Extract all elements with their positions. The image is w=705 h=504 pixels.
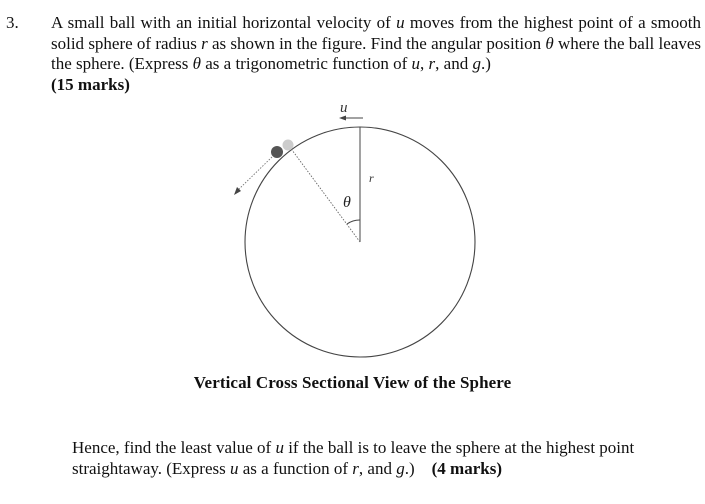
- followup-text: [72, 437, 704, 479]
- question-text-part: .): [480, 54, 491, 73]
- departure-arrow-head: [234, 187, 241, 195]
- radius-label: r: [369, 171, 374, 185]
- figure-caption: Vertical Cross Sectional View of the Sphere: [193, 373, 512, 392]
- ball: [271, 146, 283, 158]
- question-text-part: moves from the highest point of a smooth solid sphere of radius: [51, 13, 701, 53]
- followup-text-part: .): [404, 459, 415, 478]
- question-number: 3.: [6, 13, 19, 32]
- symbol-theta: θ: [192, 54, 201, 73]
- symbol-r: r: [352, 459, 359, 478]
- velocity-label: u: [340, 100, 348, 116]
- symbol-r: r: [428, 54, 436, 73]
- departure-path: [238, 157, 272, 190]
- question-text-part: , and: [435, 54, 473, 73]
- question-text-part: where the ball leaves the sphere. (Express: [51, 33, 702, 73]
- symbol-u: u: [411, 54, 421, 73]
- question-text: [51, 13, 701, 95]
- question-text-part: as a trigonometric function of: [200, 54, 412, 73]
- sphere-diagram: [225, 100, 485, 372]
- symbol-g: g: [396, 459, 405, 478]
- followup-text-part: Hence, find the least value of: [72, 438, 276, 457]
- ball-initial-faded: [283, 140, 294, 151]
- followup-text-part: if the ball is to leave the sphere at the highest point straightaway. (Express: [72, 438, 635, 478]
- symbol-theta: θ: [545, 33, 554, 53]
- velocity-arrow-head: [339, 116, 346, 121]
- symbol-u: u: [230, 459, 239, 478]
- question-text-part: A small ball with an initial horizontal velocity of: [51, 13, 397, 32]
- followup-text-part: , and: [358, 459, 397, 478]
- symbol-u: u: [275, 438, 284, 457]
- question-text-part: as shown in the figure. Find the angular position: [207, 33, 546, 53]
- symbol-r: r: [201, 33, 208, 53]
- question-marks: (15 marks): [51, 74, 130, 94]
- angle-arc: [347, 220, 360, 224]
- followup-text-part: as a function of: [238, 459, 353, 478]
- followup-marks: (4 marks): [431, 459, 502, 478]
- symbol-g: g: [472, 54, 481, 73]
- question-text-part: ,: [420, 54, 429, 73]
- angle-label: θ: [343, 194, 351, 211]
- symbol-u: u: [396, 13, 405, 32]
